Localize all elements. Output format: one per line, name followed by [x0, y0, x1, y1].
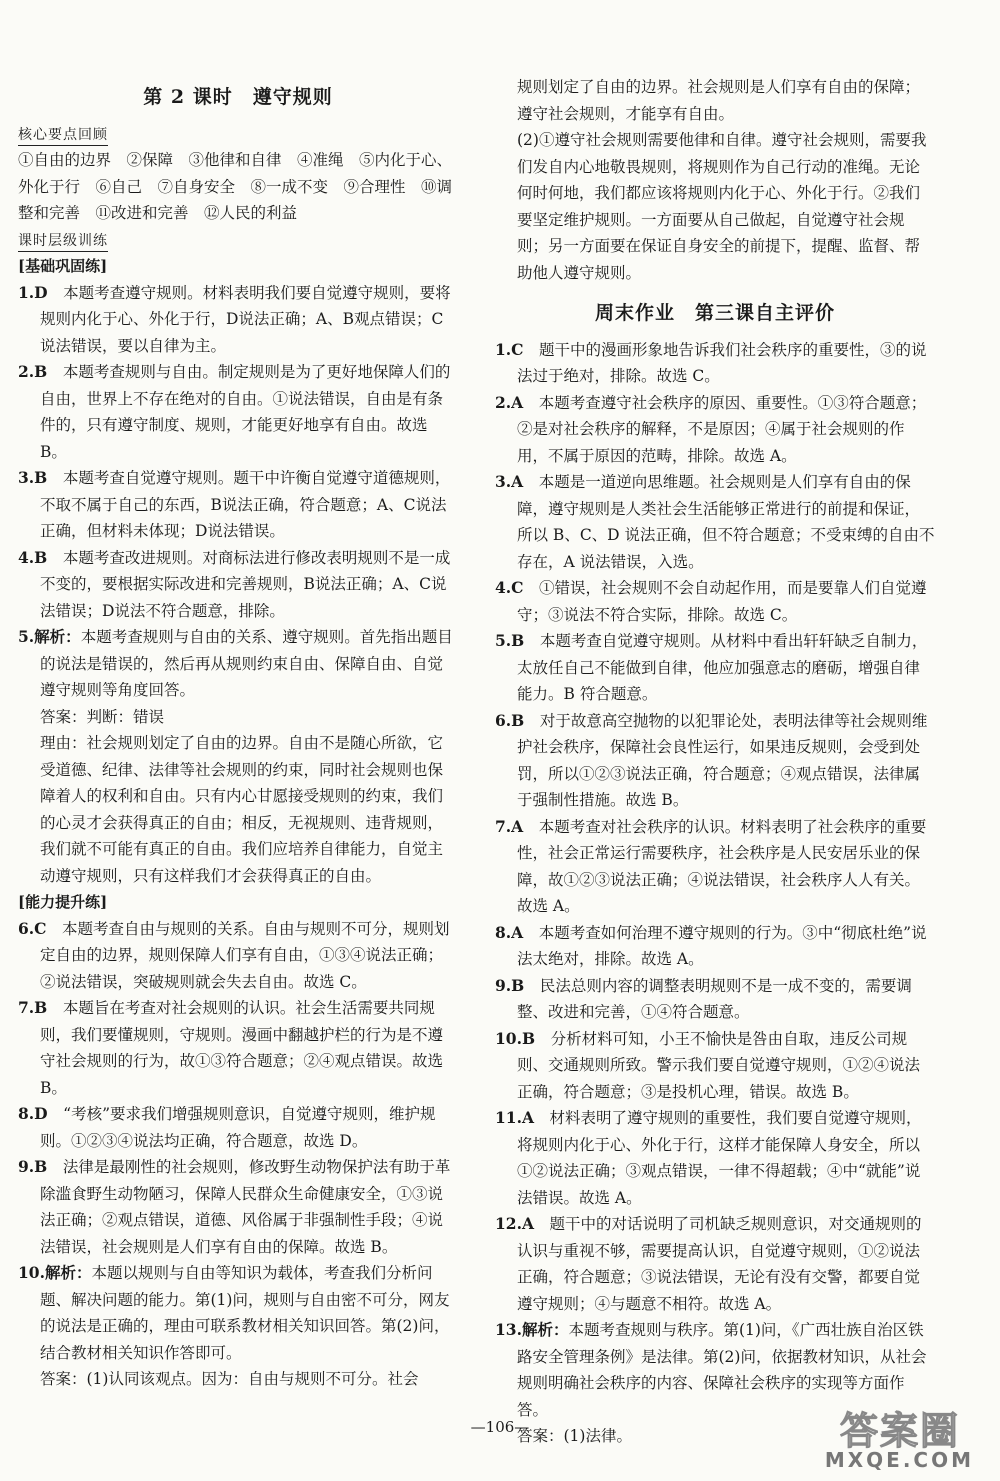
ability-section-heading: [能力提升练] [18, 893, 108, 911]
watermark-url: MXQE.COM [824, 1448, 974, 1472]
reason-text: 理由：社会规则划定了自由的边界。自由不是随心所欲，它受道德、纪律、法律等社会规则的约束，同时社会规则也保障着人的权利和自由。只有内心甘愿接受规则的约束，我们的心灵才会获得真正的自由；相反，无视规则、违背规则，我们就不可能有真正的自由。我们应培养自律能力，自觉主动遵守规则，只有这样我们才会获得真正的自由。 [40, 734, 444, 885]
answer-item: 1.D 本题考查遵守规则。材料表明我们要自觉遵守规则，要将规则内化于心、外化于行，D说法正确；A、B观点错误；C说法错误，要以自律为主。 [18, 282, 451, 355]
practice-heading: 课时层级训练 [18, 231, 108, 252]
answer-item: 4.B 本题考查改进规则。对商标法进行修改表明规则不是一成不变的，要根据实际改进和完善规则，B说法正确；A、C说法错误；D说法不符合题意，排除。 [18, 547, 451, 620]
answer-item: 9.B 民法总则内容的调整表明规则不是一成不变的，需要调整、改进和完善，①④符合题意。 [495, 975, 912, 1021]
answer-text: 答案：(1)认同该观点。因为：自由与规则不可分。社会 [40, 1370, 419, 1388]
answer-item: 9.B 法律是最刚性的社会规则，修改野生动物保护法有助于革除滥食野生动物陋习，保障人民群众生命健康安全，①③说法正确；②观点错误，道德、风俗属于非强制性手段；④说法错误，社会规则是人们享有自由的保障。故选 B。 [18, 1157, 451, 1256]
answer-item: 4.C ①错误，社会规则不会自动起作用，而是要靠人们自觉遵守；③说法不符合实际，排除。故选 C。 [495, 578, 927, 624]
answer-item: 8.A 本题考查如何治理不遵守规则的行为。③中“彻底杜绝”说法太绝对，排除。故选 A。 [495, 922, 927, 968]
answer-item: 2.B 本题考查规则与自由。制定规则是为了更好地保障人们的自由，世界上不存在绝对的自由。①说法错误，自由是有条件的，只有遵守制度、规则，才能更好地享有自由。故选 B。 [18, 362, 451, 461]
left-column [18, 70, 458, 1393]
weekend-homework-title: 周末作业 第三课自主评价 [594, 302, 835, 324]
core-points-heading: 核心要点回顾 [18, 125, 108, 146]
core-points-list: ①自由的边界 ②保障 ③他律和自律 ④准绳 ⑤内化于心、外化于行 ⑥自己 ⑦自身安全 ⑧一成不变 ⑨合理性 ⑩调整和完善 ⑪改进和完善 ⑫人民的利益 [18, 151, 453, 222]
continued-text: (2)①遵守社会规则需要他律和自律。遵守社会规则，需要我们发自内心地敬畏规则，将规则作为自己行动的准绳。无论何时何地，我们都应该将规则内化于心、外化于行。②我们要坚定维护规则。一方面要从自己做起，自觉遵守社会规则；另一方面要在保证自身安全的前提下，提醒、监督、帮助他人遵守规则。 [517, 131, 927, 282]
lesson-title: 第 2 课时 遵守规则 [143, 86, 333, 108]
answer-item: 3.A 本题是一道逆向思维题。社会规则是人们享有自由的保障，遵守规则是人类社会生活能够正常进行的前提和保证，所以 B、C、D 说法正确，但不符合题意；不受束缚的自由不存在，A 说法错误，入选。 [495, 472, 935, 571]
answer-item: 6.C 本题考查自由与规则的关系。自由与规则不可分，规则划定自由的边界，规则保障人们享有自由，①③④说法正确；②说法错误，突破规则就会失去自由。故选 C。 [18, 918, 450, 991]
answer-item: 7.B 本题旨在考查对社会规则的认识。社会生活需要共同规则，我们要懂规则，守规则。漫画中翻越护栏的行为是不遵守社会规则的行为，故①③符合题意；②④观点错误。故选 B。 [18, 998, 444, 1097]
answer-item: 3.B 本题考查自觉遵守规则。题干中许衡自觉遵守道德规则，不取不属于自己的东西，B说法正确，符合题意；A、C说法正确，但材料未体现；D说法错误。 [18, 468, 451, 540]
answer-item: 10.解析：本题以规则与自由等知识为载体，考查我们分析问题、解决问题的能力。第(1)问，规则与自由密不可分，网友的说法是正确的，理由可联系教材相关知识回答。第(2)问，结合教材相关知识作答即可。 [18, 1263, 450, 1362]
watermark-logo: 答案圈 [839, 1409, 960, 1453]
answer-item: 5.B 本题考查自觉遵守规则。从材料中看出轩轩缺乏自制力，太放任自己不能做到自律，他应加强意志的磨砺，增强自律能力。B 符合题意。 [495, 631, 928, 703]
right-column [495, 74, 935, 1450]
basic-section-heading: [基础巩固练] [18, 257, 108, 275]
continued-text: 规则划定了自由的边界。社会规则是人们享有自由的保障；遵守社会规则，才能享有自由。 [517, 78, 921, 123]
answer-text: 答案：判断：错误 [40, 707, 165, 726]
answer-item: 13.解析：本题考查规则与秩序。第(1)问，《广西壮族自治区铁路安全管理条例》是法律。第(2)问，依据教材知识，从社会规则明确社会秩序的内容、保障社会秩序的实现等方面作答。 [495, 1320, 927, 1419]
answer-item: 2.A 本题考查遵守社会秩序的原因、重要性。①③符合题意；②是对社会秩序的解释，不是原因；④属于社会规则的作用，不属于原因的范畴，排除。故选 A。 [495, 392, 927, 465]
answer-item: 12.A 题干中的对话说明了司机缺乏规则意识，对交通规则的认识与重视不够，需要提高认识，自觉遵守规则，①②说法正确，符合题意；③说法错误，无论有没有交警，都要自觉遵守规则；④与题意不相符。故选 A。 [495, 1214, 922, 1313]
page-number: —106— [470, 1418, 530, 1436]
answer-item: 5.解析：本题考查规则与自由的关系、遵守规则。首先指出题目的说法是错误的，然后再从规则约束自由、保障自由、自觉遵守规则等角度回答。 [18, 627, 453, 699]
answer-item: 1.C 题干中的漫画形象地告诉我们社会秩序的重要性，③的说法过于绝对，排除。故选 C。 [495, 339, 927, 385]
answer-item: 11.A 材料表明了遵守规则的重要性，我们要自觉遵守规则，将规则内化于心、外化于行，这样才能保障人身安全，所以①②说法正确；③观点错误，一律不得超载；④中“就能”说法错误。故选 A。 [495, 1108, 922, 1207]
answer-item: 7.A 本题考查对社会秩序的认识。材料表明了社会秩序的重要性，社会正常运行需要秩序，社会秩序是人民安居乐业的保障，故①②③说法正确；④说法错误，社会秩序人人有关。故选 A。 [495, 816, 927, 915]
answer-item: 10.B 分析材料可知，小王不愉快是咎由自取，违反公司规则、交通规则所致。警示我们要自觉遵守规则，①②④说法正确，符合题意；③是投机心理，错误。故选 B。 [495, 1028, 921, 1101]
answer-item: 8.D “考核”要求我们增强规则意识，自觉遵守规则，维护规则。①②③④说法均正确，符合题意，故选 D。 [18, 1104, 436, 1150]
answer-text: 答案：(1)法律。 [517, 1427, 632, 1445]
answer-item: 6.B 对于故意高空抛物的以犯罪论处，表明法律等社会规则维护社会秩序，保障社会良性运行，如果违反规则，会受到处罚，所以①②③说法正确，符合题意；④观点错误，法律属于强制性措施。故选 B。 [495, 710, 928, 809]
